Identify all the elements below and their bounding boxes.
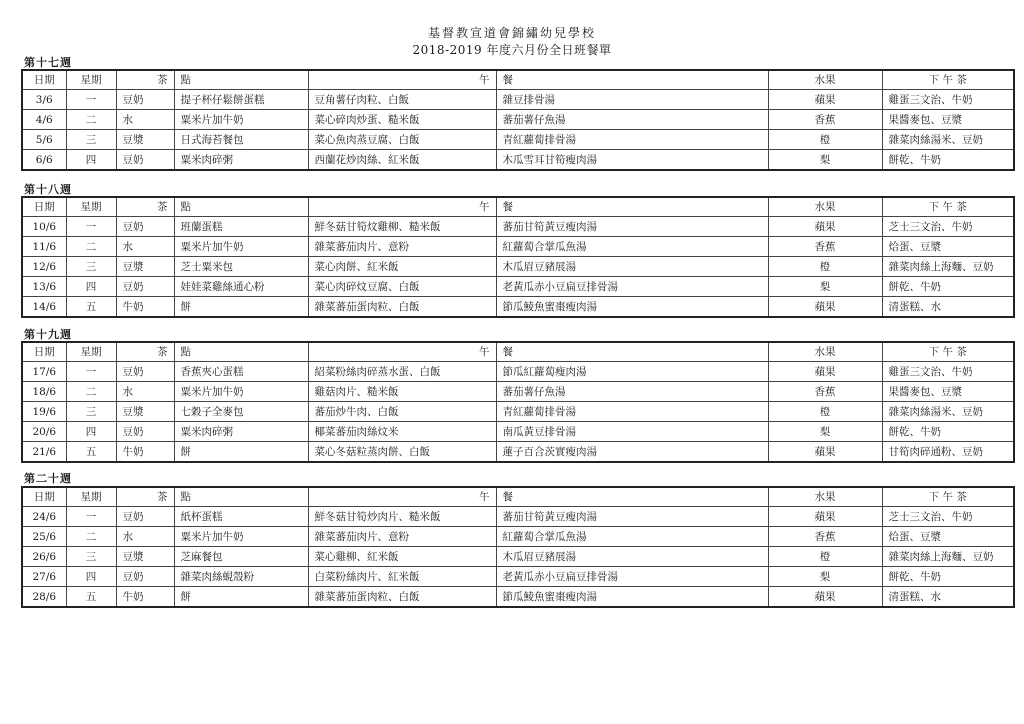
weekday-cell: 四 <box>66 422 116 442</box>
date-cell: 12/6 <box>22 257 66 277</box>
fruit-cell: 橙 <box>768 547 882 567</box>
soup-cell: 紅蘿蔔合掌瓜魚湯 <box>496 237 768 257</box>
table-row <box>22 277 1014 297</box>
date-cell: 10/6 <box>22 217 66 237</box>
main-course-cell: 雜菜蕃茄肉片、意粉 <box>308 237 496 257</box>
header-fruit: 水果 <box>768 197 882 217</box>
fruit-cell: 香蕉 <box>768 382 882 402</box>
table-row <box>22 422 1014 442</box>
date-cell: 24/6 <box>22 507 66 527</box>
fruit-cell: 蘋果 <box>768 217 882 237</box>
drink-cell: 豆漿 <box>116 130 174 150</box>
drink-cell: 牛奶 <box>116 587 174 608</box>
snack-cell: 雜菜肉絲蜆殼粉 <box>174 567 308 587</box>
main-course-cell: 椰菜蕃茄肉絲炆米 <box>308 422 496 442</box>
snack-cell: 紙杯蛋糕 <box>174 507 308 527</box>
drink-cell: 豆奶 <box>116 150 174 171</box>
weekday-cell: 一 <box>66 507 116 527</box>
snack-cell: 日式海苔餐包 <box>174 130 308 150</box>
main-course-cell: 雜菜蕃茄蛋肉粒、白飯 <box>308 297 496 318</box>
afternoon-tea-cell: 烚蛋、豆漿 <box>882 237 1014 257</box>
table-row <box>22 402 1014 422</box>
header-fruit: 水果 <box>768 487 882 507</box>
weekday-cell: 二 <box>66 382 116 402</box>
snack-cell: 七穀子全麥包 <box>174 402 308 422</box>
date-cell: 21/6 <box>22 442 66 463</box>
weekday-cell: 二 <box>66 527 116 547</box>
date-cell: 5/6 <box>22 130 66 150</box>
snack-cell: 粟米肉碎粥 <box>174 422 308 442</box>
main-course-cell: 鮮冬菇甘筍炆雞柳、糙米飯 <box>308 217 496 237</box>
weekday-cell: 二 <box>66 110 116 130</box>
drink-cell: 豆奶 <box>116 507 174 527</box>
afternoon-tea-cell: 果醬麥包、豆漿 <box>882 382 1014 402</box>
table-row <box>22 90 1014 110</box>
soup-cell: 青紅蘿蔔排骨湯 <box>496 130 768 150</box>
fruit-cell: 香蕉 <box>768 237 882 257</box>
snack-cell: 餅 <box>174 587 308 608</box>
date-cell: 28/6 <box>22 587 66 608</box>
afternoon-tea-cell: 甘筍肉碎通粉、豆奶 <box>882 442 1014 463</box>
snack-cell: 提子杯仔鬆餅蛋糕 <box>174 90 308 110</box>
main-course-cell: 雜菜蕃茄蛋肉粒、白飯 <box>308 587 496 608</box>
drink-cell: 水 <box>116 110 174 130</box>
header-weekday: 星期 <box>66 487 116 507</box>
snack-cell: 娃娃菜雞絲通心粉 <box>174 277 308 297</box>
afternoon-tea-cell: 餅乾、牛奶 <box>882 567 1014 587</box>
weekday-cell: 三 <box>66 547 116 567</box>
weekday-cell: 三 <box>66 402 116 422</box>
date-cell: 17/6 <box>22 362 66 382</box>
snack-cell: 粟米肉碎粥 <box>174 150 308 171</box>
fruit-cell: 橙 <box>768 257 882 277</box>
afternoon-tea-cell: 雞蛋三文治、牛奶 <box>882 362 1014 382</box>
main-course-cell: 蕃茄炒牛肉、白飯 <box>308 402 496 422</box>
soup-cell: 老黃瓜赤小豆扁豆排骨湯 <box>496 567 768 587</box>
drink-cell: 豆奶 <box>116 362 174 382</box>
fruit-cell: 蘋果 <box>768 362 882 382</box>
soup-cell: 木瓜眉豆豬展湯 <box>496 547 768 567</box>
afternoon-tea-cell: 果醬麥包、豆漿 <box>882 110 1014 130</box>
header-afternoon-tea: 下 午 茶 <box>882 487 1014 507</box>
week-menu-table <box>21 196 1015 318</box>
fruit-cell: 梨 <box>768 567 882 587</box>
drink-cell: 水 <box>116 237 174 257</box>
afternoon-tea-cell: 清蛋糕、水 <box>882 587 1014 608</box>
afternoon-tea-cell: 芝士三文治、牛奶 <box>882 507 1014 527</box>
date-cell: 11/6 <box>22 237 66 257</box>
weekday-cell: 五 <box>66 297 116 318</box>
afternoon-tea-cell: 雜菜肉絲湯米、豆奶 <box>882 402 1014 422</box>
main-course-cell: 菜心魚肉蒸豆腐、白飯 <box>308 130 496 150</box>
afternoon-tea-cell: 餅乾、牛奶 <box>882 277 1014 297</box>
week-menu-table <box>21 341 1015 463</box>
week-label: 第十八週 <box>24 183 72 196</box>
week-label: 第十七週 <box>24 56 72 69</box>
week-label: 第二十週 <box>24 472 72 485</box>
table-row <box>22 507 1014 527</box>
soup-cell: 南瓜黃豆排骨湯 <box>496 422 768 442</box>
table-row <box>22 527 1014 547</box>
main-course-cell: 西蘭花炒肉絲、紅米飯 <box>308 150 496 171</box>
header-row <box>22 197 1014 217</box>
drink-cell: 水 <box>116 527 174 547</box>
header-date: 日期 <box>22 70 66 90</box>
drink-cell: 豆漿 <box>116 547 174 567</box>
main-course-cell: 紹菜粉絲肉碎蒸水蛋、白飯 <box>308 362 496 382</box>
fruit-cell: 橙 <box>768 130 882 150</box>
drink-cell: 豆奶 <box>116 217 174 237</box>
date-cell: 6/6 <box>22 150 66 171</box>
weekday-cell: 三 <box>66 257 116 277</box>
main-course-cell: 雜菜蕃茄肉片、意粉 <box>308 527 496 547</box>
afternoon-tea-cell: 餅乾、牛奶 <box>882 150 1014 171</box>
drink-cell: 豆奶 <box>116 422 174 442</box>
header-weekday: 星期 <box>66 342 116 362</box>
afternoon-tea-cell: 雜菜肉絲湯米、豆奶 <box>882 130 1014 150</box>
header-afternoon-tea: 下 午 茶 <box>882 342 1014 362</box>
main-course-cell: 菜心雞柳、紅米飯 <box>308 547 496 567</box>
soup-cell: 節瓜鯪魚蜜棗瘦肉湯 <box>496 587 768 608</box>
header-lunch-1: 午 <box>308 70 496 90</box>
soup-cell: 木瓜眉豆豬展湯 <box>496 257 768 277</box>
header-snack-2: 點 <box>174 487 308 507</box>
header-row <box>22 70 1014 90</box>
fruit-cell: 梨 <box>768 422 882 442</box>
main-course-cell: 鮮冬菇甘筍炒肉片、糙米飯 <box>308 507 496 527</box>
fruit-cell: 蘋果 <box>768 90 882 110</box>
header-lunch-2: 餐 <box>496 70 768 90</box>
soup-cell: 蕃茄甘筍黃豆瘦肉湯 <box>496 507 768 527</box>
main-course-cell: 菜心肉碎炆豆腐、白飯 <box>308 277 496 297</box>
header-lunch-2: 餐 <box>496 487 768 507</box>
fruit-cell: 梨 <box>768 277 882 297</box>
fruit-cell: 蘋果 <box>768 442 882 463</box>
afternoon-tea-cell: 餅乾、牛奶 <box>882 422 1014 442</box>
date-cell: 27/6 <box>22 567 66 587</box>
weekday-cell: 一 <box>66 362 116 382</box>
date-cell: 19/6 <box>22 402 66 422</box>
fruit-cell: 香蕉 <box>768 527 882 547</box>
snack-cell: 粟米片加牛奶 <box>174 382 308 402</box>
soup-cell: 雜豆排骨湯 <box>496 90 768 110</box>
table-row <box>22 217 1014 237</box>
weekday-cell: 四 <box>66 277 116 297</box>
table-row <box>22 130 1014 150</box>
header-weekday: 星期 <box>66 197 116 217</box>
snack-cell: 香蕉夾心蛋糕 <box>174 362 308 382</box>
week-label: 第十九週 <box>24 328 72 341</box>
week-menu-table <box>21 486 1015 608</box>
main-course-cell: 菜心冬菇粒蒸肉餅、白飯 <box>308 442 496 463</box>
date-cell: 20/6 <box>22 422 66 442</box>
table-row <box>22 567 1014 587</box>
header-date: 日期 <box>22 342 66 362</box>
menu-title: 2018-2019 年度六月份全日班餐單 <box>412 43 612 57</box>
table-row <box>22 362 1014 382</box>
afternoon-tea-cell: 雜菜肉絲上海麵、豆奶 <box>882 257 1014 277</box>
header-fruit: 水果 <box>768 70 882 90</box>
table-row <box>22 587 1014 608</box>
fruit-cell: 蘋果 <box>768 587 882 608</box>
drink-cell: 豆漿 <box>116 257 174 277</box>
drink-cell: 牛奶 <box>116 297 174 318</box>
header-lunch-1: 午 <box>308 342 496 362</box>
weekday-cell: 二 <box>66 237 116 257</box>
date-cell: 26/6 <box>22 547 66 567</box>
soup-cell: 蕃茄甘筍黃豆瘦肉湯 <box>496 217 768 237</box>
drink-cell: 豆漿 <box>116 402 174 422</box>
afternoon-tea-cell: 烚蛋、豆漿 <box>882 527 1014 547</box>
afternoon-tea-cell: 雞蛋三文治、牛奶 <box>882 90 1014 110</box>
weekday-cell: 三 <box>66 130 116 150</box>
table-row <box>22 150 1014 171</box>
main-course-cell: 菜心肉餅、紅米飯 <box>308 257 496 277</box>
header-row <box>22 487 1014 507</box>
table-row <box>22 110 1014 130</box>
header-lunch-1: 午 <box>308 487 496 507</box>
header-snack-1: 茶 <box>116 197 174 217</box>
snack-cell: 餅 <box>174 442 308 463</box>
date-cell: 25/6 <box>22 527 66 547</box>
drink-cell: 豆奶 <box>116 567 174 587</box>
snack-cell: 餅 <box>174 297 308 318</box>
header-snack-1: 茶 <box>116 342 174 362</box>
weekday-cell: 五 <box>66 587 116 608</box>
table-row <box>22 442 1014 463</box>
header-weekday: 星期 <box>66 70 116 90</box>
header-afternoon-tea: 下 午 茶 <box>882 197 1014 217</box>
table-row <box>22 382 1014 402</box>
soup-cell: 蕃茄薯仔魚湯 <box>496 382 768 402</box>
snack-cell: 芝士粟米包 <box>174 257 308 277</box>
main-course-cell: 菜心碎肉炒蛋、糙米飯 <box>308 110 496 130</box>
header-snack-2: 點 <box>174 342 308 362</box>
header-snack-2: 點 <box>174 70 308 90</box>
date-cell: 13/6 <box>22 277 66 297</box>
snack-cell: 粟米片加牛奶 <box>174 237 308 257</box>
fruit-cell: 蘋果 <box>768 507 882 527</box>
header-afternoon-tea: 下 午 茶 <box>882 70 1014 90</box>
fruit-cell: 梨 <box>768 150 882 171</box>
main-course-cell: 雞菇肉片、糙米飯 <box>308 382 496 402</box>
drink-cell: 豆奶 <box>116 277 174 297</box>
soup-cell: 蕃茄薯仔魚湯 <box>496 110 768 130</box>
snack-cell: 粟米片加牛奶 <box>174 527 308 547</box>
drink-cell: 水 <box>116 382 174 402</box>
weekday-cell: 四 <box>66 150 116 171</box>
header-row <box>22 342 1014 362</box>
soup-cell: 木瓜雪耳甘筍瘦肉湯 <box>496 150 768 171</box>
afternoon-tea-cell: 芝士三文治、牛奶 <box>882 217 1014 237</box>
header-fruit: 水果 <box>768 342 882 362</box>
soup-cell: 節瓜紅蘿蔔瘦肉湯 <box>496 362 768 382</box>
table-row <box>22 547 1014 567</box>
afternoon-tea-cell: 清蛋糕、水 <box>882 297 1014 318</box>
snack-cell: 芝麻餐包 <box>174 547 308 567</box>
weekday-cell: 四 <box>66 567 116 587</box>
weekday-cell: 五 <box>66 442 116 463</box>
date-cell: 18/6 <box>22 382 66 402</box>
fruit-cell: 香蕉 <box>768 110 882 130</box>
header-lunch-1: 午 <box>308 197 496 217</box>
header-date: 日期 <box>22 197 66 217</box>
snack-cell: 班蘭蛋糕 <box>174 217 308 237</box>
soup-cell: 節瓜鯪魚蜜棗瘦肉湯 <box>496 297 768 318</box>
soup-cell: 青紅蘿蔔排骨湯 <box>496 402 768 422</box>
header-snack-2: 點 <box>174 197 308 217</box>
drink-cell: 牛奶 <box>116 442 174 463</box>
table-row <box>22 257 1014 277</box>
fruit-cell: 蘋果 <box>768 297 882 318</box>
header-lunch-2: 餐 <box>496 342 768 362</box>
weekday-cell: 一 <box>66 217 116 237</box>
snack-cell: 粟米片加牛奶 <box>174 110 308 130</box>
soup-cell: 蓮子百合茨實瘦肉湯 <box>496 442 768 463</box>
date-cell: 4/6 <box>22 110 66 130</box>
date-cell: 3/6 <box>22 90 66 110</box>
weekday-cell: 一 <box>66 90 116 110</box>
header-snack-1: 茶 <box>116 70 174 90</box>
date-cell: 14/6 <box>22 297 66 318</box>
header-date: 日期 <box>22 487 66 507</box>
header-snack-1: 茶 <box>116 487 174 507</box>
week-menu-table <box>21 69 1015 171</box>
soup-cell: 老黃瓜赤小豆扁豆排骨湯 <box>496 277 768 297</box>
afternoon-tea-cell: 雜菜肉絲上海麵、豆奶 <box>882 547 1014 567</box>
table-row <box>22 237 1014 257</box>
soup-cell: 紅蘿蔔合掌瓜魚湯 <box>496 527 768 547</box>
header-lunch-2: 餐 <box>496 197 768 217</box>
drink-cell: 豆奶 <box>116 90 174 110</box>
main-course-cell: 白菜粉絲肉片、紅米飯 <box>308 567 496 587</box>
table-row <box>22 297 1014 318</box>
fruit-cell: 橙 <box>768 402 882 422</box>
main-course-cell: 豆角薯仔肉粒、白飯 <box>308 90 496 110</box>
school-title: 基督教宣道會錦繡幼兒學校 <box>427 26 596 40</box>
